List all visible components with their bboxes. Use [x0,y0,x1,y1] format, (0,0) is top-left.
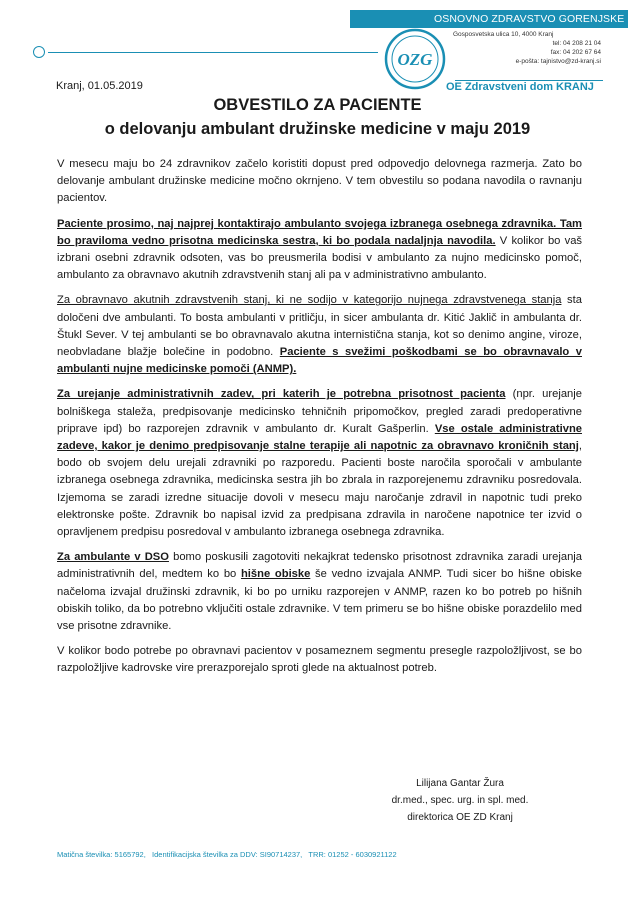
dso-text: bomo poskusili zagotoviti nekajkrat tedensko prisotnost zdravnika zaradi urejanja administrativnih del, medtem ko bo [57,551,582,581]
house-calls-emphasis: hišne obiske [240,568,311,581]
logo-letters: OZG [397,50,433,69]
footer-registration: Matična številka: 5165792, Identifikacijska številka za DDV: SI90714237, TRR: 01252 - 6030921122 [57,850,397,859]
document-subtitle: o delovanju ambulant družinske medicine v maju 2019 [104,120,531,138]
signature-credentials: dr.med., spec. urg. in spl. med. [391,795,529,806]
document-body [57,156,582,686]
admin-other-emphasis: Vse ostale administrativne zadeve, kakor je denimo predpisovanje stalne terapije ali napotnic za obravnavo kroničnih stanj [57,422,582,453]
paragraph-admin [57,386,582,541]
injury-emphasis: Paciente s svežimi poškodbami se bo obravnavalo v ambulanti nujne medicinske pomoči (ANMP). [57,346,582,376]
email-line: e-pošta: tajnistvo@zd-kranj.si [515,58,601,65]
paragraph-acute [57,292,582,378]
document-title: OBVESTILO ZA PACIENTE [213,96,422,114]
header-rule [48,52,378,53]
document-date: Kranj, 01.05.2019 [56,80,143,92]
address-block [453,30,603,66]
header-circle-ornament [33,46,45,58]
signature-name: Lilijana Gantar Žura [416,778,504,789]
paragraph-dso [57,549,582,635]
paragraph-contact [57,216,582,285]
admin-text: (npr. urejanje bolniškega staleža, predpisovanje medicinsko tehničnih pripomočkov, pregled zaradi predoperativne priprave ipd) bo razporejen zdravnik v ambulanto dr. Kuralt Gašperlin. [57,388,582,435]
acute-text: sta določeni dve ambulanti. To bosta ambulanti v pritličju, in sicer ambulanta dr. Kitić Jaklič in ambulanta dr. Štukl Sever. V tej ambulanti se bo obravnavalo akutna internistična stanja, kot so denimo angine, viroze, neobvladane blažje bolečine in podobno. [57,294,582,359]
dso-rest-text: še vedno izvajala ANMP. Tudi sicer bo hišne obiske načeloma izvajal družinski zdravnik, ki bo po urniku razporejen v ANMP, razen ko bo potreb po hišnih obiskih toliko, da bo potrebno vključiti ostale zdravnike. V tem primeru se bo hišne obiske porazdelilo med vse prisotne zdravnike. [57,568,582,633]
phone-line: tel: 04 208 21 04 [552,40,601,47]
org-name: OSNOVNO ZDRAVSTVO GORENJSKE [434,13,625,25]
paragraph-intro: V mesecu maju bo 24 zdravnikov začelo koristiti dopust pred odpovedjo delovnega razmerja. Zato bo delovanje ambulant družinske medicine močno okrnjeno. V tem obvestilu so podana navodila o ravnanju pacientov. [57,158,582,205]
fax-line: fax: 04 202 67 64 [550,49,601,56]
admin-rest-text: , bodo ob svojem delu urejali zdravniki po razporedu. Pacienti boste naročila sporočali v ambulante izbranega osebnega zdravnika, medicinska sestra jih bo zbrala in razporejenemu zdravniku posredovala. Izjemoma se zaradi izredne situacije dovoli v mesecu maju naročanje zdravil in napotnic tudi preko elektronske pošte. Zdravnik bo napisal izvid za predpisana zdravila in naročene napotnice ter izvid o opravljenem predpisu posredoval v ambulanto izbranega osebnega zdravnika. [57,440,582,539]
unit-name: OE Zdravstveni dom KRANJ [446,81,594,93]
address-line: Gosposvetska ulica 10, 4000 Kranj [453,31,554,38]
acute-emphasis: Za obravnavo akutnih zdravstvenih stanj, ki ne sodijo v kategorijo nujnega zdravstvenega stanja [57,294,562,307]
ozg-logo [384,28,446,90]
paragraph-capacity: V kolikor bodo potrebe po obravnavi pacientov v posameznem segmentu presegle razpoložljivost, se bo razpoložljive kadrovske vire prerazporejalo sproti glede na aktualnost potreb. [57,645,582,675]
signature-block [360,775,560,826]
contact-emphasis: Paciente prosimo, naj najprej kontaktirajo ambulanto svojega izbranega osebnega zdravnika. Tam bo praviloma vedno prisotna medicinska sestra, ki bo podala nadaljnja navodila. [57,217,582,247]
signature-role: direktorica OE ZD Kranj [407,812,513,823]
dso-emphasis: Za ambulante v DSO [57,551,169,564]
contact-text: V kolikor bo vaš izbrani osebni zdravnik odsoten, vas bo preusmerila bodisi v ambulanto za nujno medicinsko pomoč, ambulanto za obravnavo akutnih zdravstvenih stanj ali pa v administrativno ambulanto. [57,234,583,282]
admin-emphasis: Za urejanje administrativnih zadev, pri katerih je potrebna prisotnost pacienta [57,388,506,401]
